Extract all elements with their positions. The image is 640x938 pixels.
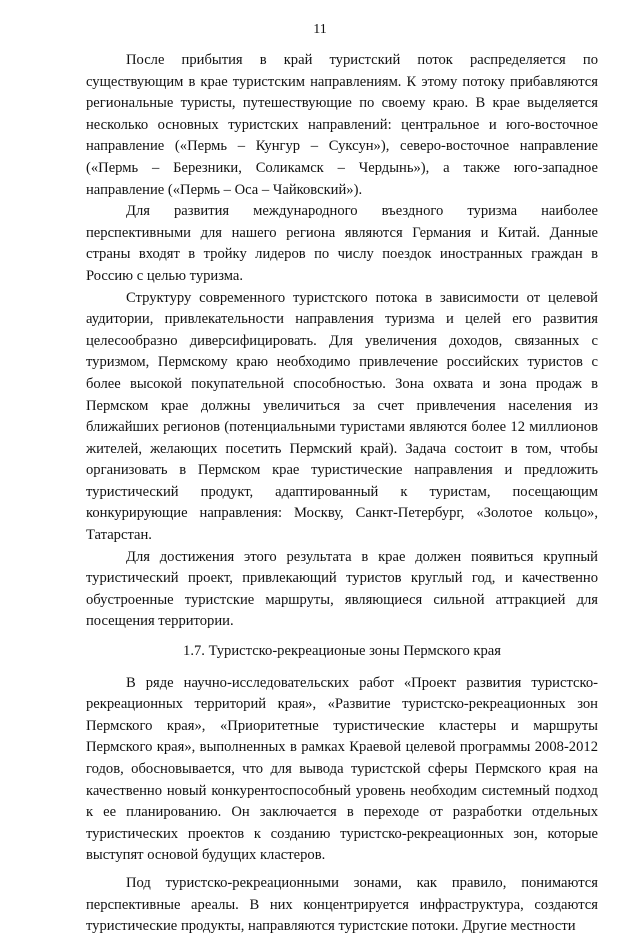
paragraph: Для достижения этого результата в крае должен появиться крупный туристический проект, привлекающий туристов круглый год, и качественно обустроенные туристские маршруты, являющиеся сильной аттракцией для посещения территории. [86, 548, 598, 630]
paragraph: В ряде научно-исследовательских работ «Проект развития туристско-рекреационных территорий края», «Развитие туристско-рекреационных зон Пермского края», «Приоритетные туристические кластеры и маршруты Пермского края», выполненных в рамках Краевой целевой программы 2008-2012 годов, обосновывается, что для вывода туристской сферы Пермского края на качественно новый конкурентоспособный уровень необходим системный подход к ее планированию. Он заключается в переходе от разработки отдельных туристических проектов к созданию туристско-рекреационных зон, которые выступят основой будущих кластеров. [86, 674, 598, 864]
paragraph: Структуру современного туристского потока в зависимости от целевой аудитории, привлекательности направления туризма и целей его развития целесообразно диверсифицировать. Для увеличения доходов, связанных с туризмом, Пермскому краю необходимо привлечение российских туристов с более высокой покупательной способностью. Зона охвата и зона продаж в Пермском крае должны увеличиться за счет привлечения населения из ближайших регионов (потенциальными туристами являются более 12 миллионов жителей, желающих посетить Пермский край). Задача состоит в том, чтобы организовать в Пермском крае туристические направления и предложить туристический продукт, адаптированный к туристам, посещающим конкурирующие направления: Москву, Санкт-Петербург, «Золотое кольцо», Татарстан. [86, 289, 598, 544]
paragraph: Для развития международного въездного туризма наиболее перспективными для нашего региона являются Германия и Китай. Данные страны входят в тройку лидеров по числу поездок иностранных граждан в Россию с целью туризма. [86, 203, 598, 284]
section-heading: 1.7. Туристско-рекреационые зоны Пермского края [183, 643, 501, 660]
page-number: 11 [313, 22, 327, 37]
paragraph: После прибытия в край туристский поток распределяется по существующим в крае туристским направлениям. К этому потоку прибавляются региональные туристы, путешествующие по своему краю. В крае выделяется несколько основных туристских направлений: центральное и юго-восточное направление («Пермь – Кунгур – Суксун»), северо-восточное направление («Пермь – Березники, Соликамск – Чердынь»), а также юго-западное направление («Пермь – Оса – Чайковский»). [86, 52, 598, 198]
paragraph: Под туристско-рекреационными зонами, как правило, понимаются перспективные ареалы. В них концентрируется инфраструктура, создаются туристические продукты, направляются туристские потоки. Другие местности [86, 874, 598, 935]
document-body [86, 50, 598, 938]
